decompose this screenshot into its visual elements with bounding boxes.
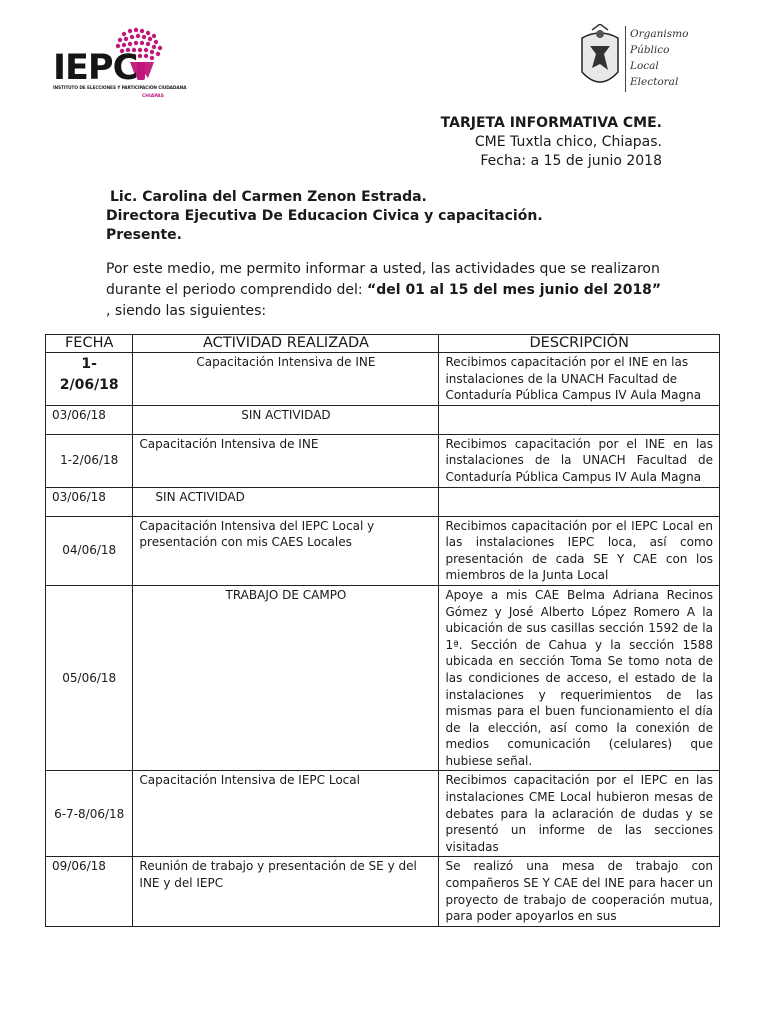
row-actividad: SIN ACTIVIDAD [133,487,439,516]
activities-table [45,334,720,927]
iepc-region: CHIAPAS [142,94,164,99]
row-fecha: 04/06/18 [46,516,133,585]
row-descripcion: Recibimos capacitación por el INE en las instalaciones de la UNACH Facultad de Contaduría Pública Campus IV Aula Magna [439,353,720,406]
intro-text-2: , siendo las siguientes: [106,303,267,319]
header-fecha: FECHA [46,335,133,353]
ople-logo [570,20,700,100]
logo-divider [625,26,626,92]
row-descripcion: Se realizó una mesa de trabajo con compañeros SE Y CAE del INE para hacer un proyecto de trabajo de cooperación mutua, para poder apoyarlos en sus [439,857,720,926]
document-title: TARJETA INFORMATIVA CME. [440,115,662,131]
row-actividad: SIN ACTIVIDAD [133,405,439,434]
header-descripcion: DESCRIPCIÓN [439,335,720,353]
row-descripcion: Recibimos capacitación por el IEPC Local en las instalaciones IEPC loca, así como presentación de cada SE Y CAE con los miembros de la Junta Local [439,516,720,585]
row-descripcion [439,405,720,434]
row-actividad: Reunión de trabajo y presentación de SE y del INE y del IEPC [133,857,439,926]
iepc-subtitle: INSTITUTO DE ELECCIONES Y PARTICIPACIÓN CIUDADANA [53,86,187,91]
ople-line-2: Público [630,44,670,56]
row-descripcion: Recibimos capacitación por el INE en las instalaciones de la UNACH Facultad de Contaduría Pública Campus IV Aula Magna [439,434,720,487]
table-header-row [46,335,720,353]
document-header [441,114,662,171]
iepc-logo [50,22,187,122]
row-descripcion [439,487,720,516]
row-actividad: Capacitación Intensiva del IEPC Local y presentación con mis CAES Locales [133,516,439,585]
row-fecha: 03/06/18 [46,487,133,516]
recipient-position: Directora Ejecutiva De Educacion Civica y capacitación. [106,208,543,224]
table-row [46,585,720,771]
table-row [46,516,720,585]
recipient-closing: Presente. [106,227,182,243]
table-row [46,405,720,434]
row-actividad: Capacitación Intensiva de INE [133,434,439,487]
row-fecha: 09/06/18 [46,857,133,926]
document-location: CME Tuxtla chico, Chiapas. [474,134,662,150]
row-fecha: 1-2/06/18 [46,353,133,406]
chiapas-seal-icon [578,24,622,94]
ople-text [630,26,688,90]
row-fecha: 03/06/18 [46,405,133,434]
recipient-name: Lic. Carolina del Carmen Zenon Estrada. [110,189,427,205]
row-fecha: 6-7-8/06/18 [46,771,133,857]
ople-line-1: Organismo [630,28,689,40]
row-fecha: 05/06/18 [46,585,133,771]
table-row [46,771,720,857]
table-row [46,353,720,406]
recipient-block [106,188,543,245]
table-row [46,434,720,487]
ople-line-4: Electoral [630,76,679,88]
header-actividad: ACTIVIDAD REALIZADA [133,335,439,353]
row-actividad: Capacitación Intensiva de IEPC Local [133,771,439,857]
row-descripcion: Recibimos capacitación por el IEPC en las instalaciones CME Local hubieron mesas de debates para la aclaración de dudas y se presentó un informe de las secciones visitadas [439,771,720,857]
document-date: Fecha: a 15 de junio 2018 [480,153,662,169]
intro-text-1: Por este medio, me permito informar a usted, las actividades que se realizaron durante el periodo comprendido del: [106,261,660,298]
row-fecha: 1-2/06/18 [46,434,133,487]
ople-line-3: Local [630,60,659,72]
intro-paragraph [106,259,666,322]
table-row [46,857,720,926]
row-descripcion: Apoye a mis CAE Belma Adriana Recinos Gómez y José Alberto López Romero A la ubicación de sus casillas sección 1592 de la 1ª. Sección de Cahua y la sección 1588 ubicada en sección Toma Se tomo nota de las condiciones de acceso, el estado de la instalaciones y requerimientos de las mismas para el buen funcionamiento el día de la elección, así como la conexión de medios comunicación (celulares) que hubiese señal. [439,585,720,771]
row-actividad: Capacitación Intensiva de INE [133,353,439,406]
table-row [46,487,720,516]
row-actividad: TRABAJO DE CAMPO [133,585,439,771]
intro-period: “del 01 al 15 del mes junio del 2018” [367,282,662,298]
iepc-wordmark: IEPC [53,48,138,88]
